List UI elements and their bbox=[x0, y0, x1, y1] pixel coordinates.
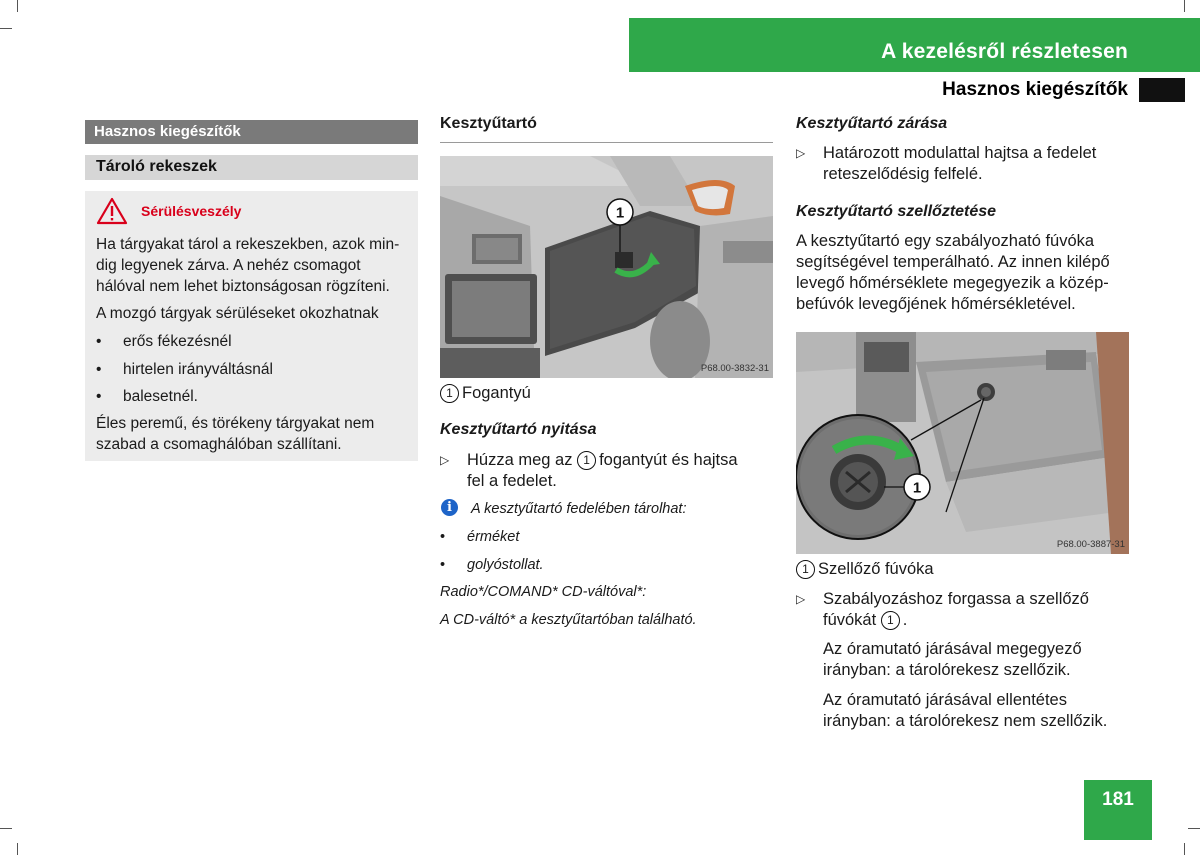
closing-heading: Kesztyűtartó zárása bbox=[796, 115, 948, 132]
text-line: A kesztyűtartó egy szabályozható fúvóka bbox=[796, 232, 1095, 250]
callout-number: 1 bbox=[615, 204, 625, 222]
crop-mark bbox=[17, 0, 18, 12]
step-arrow-icon: ▷ bbox=[796, 592, 806, 606]
counterclockwise-note bbox=[823, 690, 1107, 732]
page-number-box bbox=[1084, 780, 1152, 840]
opening-heading: Kesztyűtartó nyitása bbox=[440, 421, 597, 438]
crop-mark bbox=[17, 843, 18, 855]
cd-label: Radio*/COMAND* CD-váltóval*: bbox=[440, 584, 647, 600]
step-text: Határozott modulattal hajtsa a fedelet bbox=[823, 144, 1097, 162]
text-line: irányban: a tárolórekesz szellőzik. bbox=[823, 661, 1071, 679]
warning-paragraph: A mozgó tárgyak sérüléseket okozhatnak bbox=[96, 305, 379, 322]
step-text: Szabályozáshoz forgassa a szellőző bbox=[823, 590, 1089, 608]
chapter-title: A kezelésről részletesen bbox=[881, 40, 1128, 63]
callout-circle: 1 bbox=[577, 451, 596, 470]
crop-mark bbox=[1184, 843, 1185, 855]
glovebox-heading: Kesztyűtartó bbox=[440, 115, 537, 132]
warning-triangle-icon bbox=[96, 197, 128, 225]
text-line: segítségével temperálható. Az innen kilépő bbox=[796, 253, 1110, 271]
warning-paragraph bbox=[96, 234, 416, 297]
subsection-bar: Tároló rekeszek bbox=[85, 155, 418, 180]
text-line: befúvók levegőjének hőmérsékletével. bbox=[796, 295, 1076, 313]
legend-text: Fogantyú bbox=[462, 384, 531, 402]
step-arrow-icon: ▷ bbox=[796, 146, 806, 160]
image-code: P68.00-3832-31 bbox=[700, 363, 769, 374]
callout-circle: 1 bbox=[440, 384, 459, 403]
text-line: hálóval nem lehet biztonságosan rögzíteni. bbox=[96, 278, 390, 295]
info-icon: i bbox=[441, 499, 458, 516]
step-text: Húzza meg az bbox=[467, 451, 573, 469]
step-text: fogantyút és hajtsa bbox=[599, 451, 738, 469]
crop-mark bbox=[0, 828, 12, 829]
crop-mark bbox=[0, 28, 12, 29]
glovebox-illustration bbox=[440, 156, 773, 378]
step-arrow-icon: ▷ bbox=[440, 453, 450, 467]
text-line: levegő hőmérséklete megegyezik a közép- bbox=[796, 274, 1109, 292]
clockwise-note bbox=[823, 639, 1082, 681]
text-line: Az óramutató járásával ellentétes bbox=[823, 691, 1067, 709]
warning-paragraph bbox=[96, 413, 416, 455]
callout-number: 1 bbox=[912, 479, 922, 497]
vent-drawing bbox=[796, 332, 1129, 554]
divider bbox=[440, 142, 773, 143]
header-marker bbox=[1139, 78, 1185, 102]
section-title: Hasznos kiegészítők bbox=[942, 79, 1128, 100]
callout-circle: 1 bbox=[881, 611, 900, 630]
text-line: Az óramutató járásával megegyező bbox=[823, 640, 1082, 658]
image-code: P68.00-3887-31 bbox=[1056, 539, 1125, 550]
vent-paragraph bbox=[796, 231, 1110, 315]
text-line: dig legyenek zárva. A nehéz csomagot bbox=[96, 257, 361, 274]
page-number: 181 bbox=[1102, 789, 1134, 810]
crop-mark bbox=[1184, 0, 1185, 12]
text-line: Éles peremű, és törékeny tárgyakat nem bbox=[96, 415, 375, 432]
text-line: szabad a csomaghálóban szállítani. bbox=[96, 436, 342, 453]
step-text: fúvókát bbox=[823, 611, 877, 629]
callout-circle: 1 bbox=[796, 560, 815, 579]
step-text: reteszelődésig felfelé. bbox=[823, 165, 983, 183]
crop-mark bbox=[1188, 828, 1200, 829]
step-text: . bbox=[902, 611, 908, 629]
vent-illustration bbox=[796, 332, 1129, 554]
legend-vent bbox=[796, 559, 934, 580]
text-line: Ha tárgyakat tárol a rekeszekben, azok min- bbox=[96, 236, 400, 253]
legend-handle bbox=[440, 383, 531, 404]
legend-text: Szellőző fúvóka bbox=[818, 560, 934, 578]
cd-text: A CD-váltó* a kesztyűtartóban található. bbox=[440, 612, 697, 628]
warning-title: Sérülésveszély bbox=[141, 203, 242, 219]
text-line: irányban: a tárolórekesz nem szellőzik. bbox=[823, 712, 1108, 730]
glovebox-drawing bbox=[440, 156, 773, 378]
info-text: A kesztyűtartó fedelében tárolhat: bbox=[471, 501, 687, 517]
section-bar: Hasznos kiegészítők bbox=[85, 120, 418, 144]
warning-box: Sérülésveszély Ha tárgyakat tárol a rekeszekben, azok min- dig legyenek zárva. A nehéz csomagot hálóval nem lehet biztonságosan rögzíteni. A mozgó tárgyak sérüléseket okozhatnak • erős fékezésnél • hirtelen irányváltásnál • balesetnél. Éles peremű, és törékeny tárgyakat nem szabad a csomaghálóban szállítani. bbox=[85, 191, 418, 461]
vent-heading: Kesztyűtartó szellőztetése bbox=[796, 203, 997, 220]
step-text: fel a fedelet. bbox=[467, 472, 557, 490]
